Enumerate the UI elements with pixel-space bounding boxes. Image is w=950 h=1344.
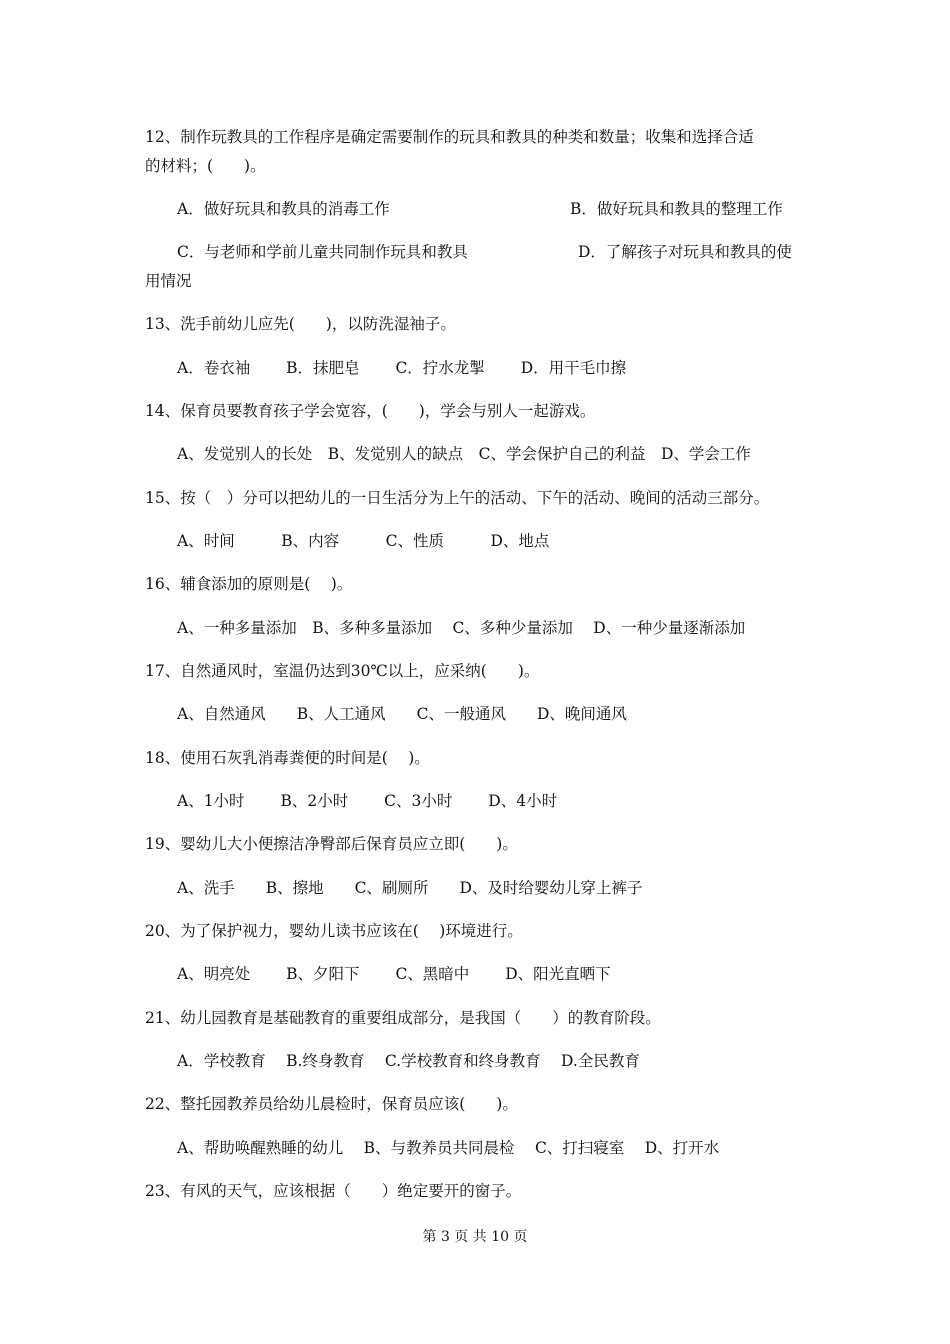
question-14-options: A、发觉别人的长处 B、发觉别人的缺点 C、学会保护自己的利益 D、学会工作 xyxy=(177,445,751,463)
question-14-stem: 14、保育员要教育孩子学会宽容，( )，学会与别人一起游戏。 xyxy=(145,402,596,420)
question-22-stem: 22、整托园教养员给幼儿晨检时，保育员应该( )。 xyxy=(145,1095,518,1113)
question-23-stem: 23、有风的天气，应该根据（ ）绝定要开的窗子。 xyxy=(145,1182,522,1200)
question-21-options: A．学校教育 B.终身教育 C.学校教育和终身教育 D.全民教育 xyxy=(177,1052,640,1070)
question-22-options: A、帮助唤醒熟睡的幼儿 B、与教养员共同晨检 C、打扫寝室 D、打开水 xyxy=(177,1139,720,1157)
question-12-option-d: D．了解孩子对玩具和教具的使 xyxy=(578,243,792,261)
question-13-options: A．卷衣袖 B．抹肥皂 C．拧水龙掣 D．用干毛巾擦 xyxy=(177,359,627,377)
question-17-stem: 17、自然通风时，室温仍达到30℃以上，应采纳( )。 xyxy=(145,662,540,680)
question-12-option-d-continued: 用情况 xyxy=(145,272,192,290)
question-21-stem: 21、幼儿园教育是基础教育的重要组成部分，是我国（ ）的教育阶段。 xyxy=(145,1009,661,1027)
question-17-options: A、自然通风 B、人工通风 C、一般通风 D、晚间通风 xyxy=(177,705,627,723)
question-12-option-a: A．做好玩具和教具的消毒工作 xyxy=(177,200,390,218)
question-19-stem: 19、婴幼儿大小便擦洁净臀部后保育员应立即( )。 xyxy=(145,835,518,853)
question-19-options: A、洗手 B、擦地 C、刷厕所 D、及时给婴幼儿穿上裤子 xyxy=(177,879,643,897)
question-18-options: A、1小时 B、2小时 C、3小时 D、4小时 xyxy=(177,792,558,810)
question-13-stem: 13、洗手前幼儿应先( )，以防洗湿袖子。 xyxy=(145,315,456,333)
question-12-option-c: C．与老师和学前儿童共同制作玩具和教具 xyxy=(177,243,468,261)
question-16-stem: 16、辅食添加的原则是( )。 xyxy=(145,575,353,593)
question-18-stem: 18、使用石灰乳消毒粪便的时间是( )。 xyxy=(145,749,430,767)
question-15-stem: 15、按（ ）分可以把幼儿的一日生活分为上午的活动、下午的活动、晚间的活动三部分。 xyxy=(145,489,770,507)
question-20-options: A、明亮处 B、夕阳下 C、黑暗中 D、阳光直晒下 xyxy=(177,965,611,983)
question-12-stem-line-1: 12、制作玩教具的工作程序是确定需要制作的玩具和教具的种类和数量；收集和选择合适 xyxy=(145,128,754,146)
question-16-options: A、一种多量添加 B、多种多量添加 C、多种少量添加 D、一种少量逐渐添加 xyxy=(177,619,746,637)
page-footer: 第 3 页 共 10 页 xyxy=(422,1229,528,1245)
question-12-option-b: B．做好玩具和教具的整理工作 xyxy=(570,200,783,218)
question-15-options: A、时间 B、内容 C、性质 D、地点 xyxy=(177,532,550,550)
question-12-stem-line-2: 的材料；( )。 xyxy=(145,157,266,175)
question-20-stem: 20、为了保护视力，婴幼儿读书应该在( )环境进行。 xyxy=(145,922,523,940)
